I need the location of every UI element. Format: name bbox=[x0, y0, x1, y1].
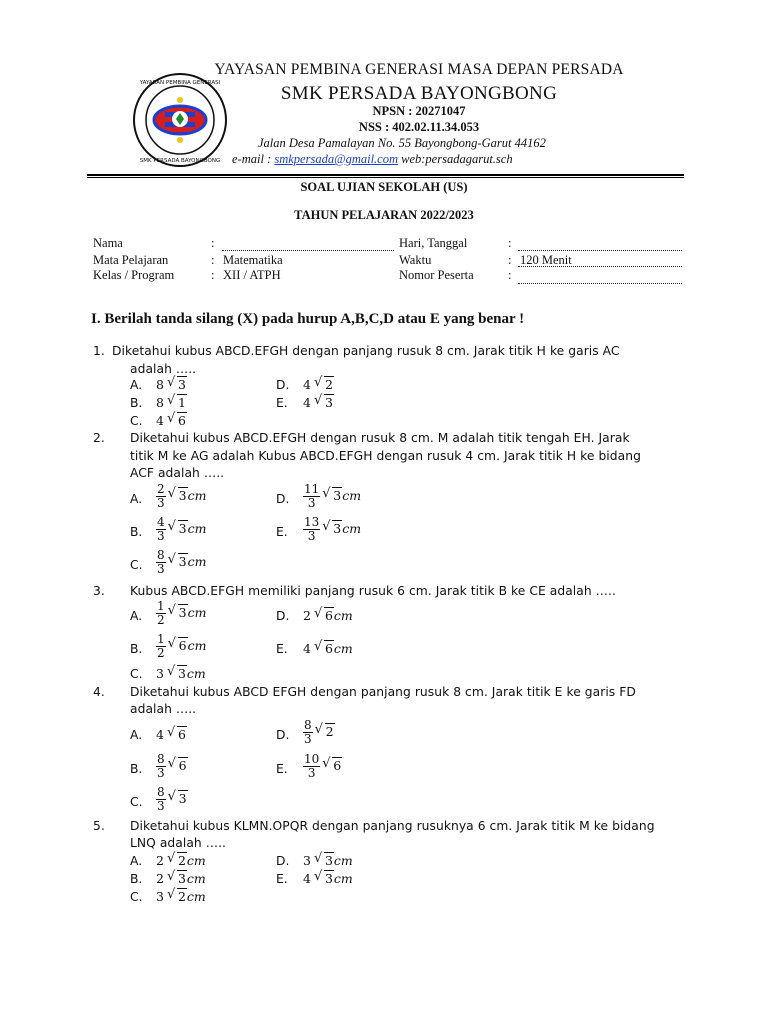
q3-option-a[interactable]: $\frac{1}{2}$ √ 3cm bbox=[156, 600, 206, 627]
exam-title: SOAL UJIAN SEKOLAH (US) bbox=[300, 180, 468, 194]
exam-year: TAHUN PELAJARAN 2022/2023 bbox=[294, 208, 474, 222]
q5-option-e[interactable]: 4 √ 3cm bbox=[303, 871, 353, 886]
q5-number: 5. bbox=[93, 819, 105, 833]
q2-option-e[interactable]: $\frac{13}{3}$ √ 3cm bbox=[303, 516, 361, 543]
q2-option-e-label[interactable]: E. bbox=[276, 525, 288, 539]
nomor-field[interactable] bbox=[518, 283, 682, 284]
waktu-colon: : bbox=[508, 253, 512, 267]
q3-option-e-label[interactable]: E. bbox=[276, 642, 288, 656]
q5-option-a[interactable]: 2 √ 2cm bbox=[156, 853, 206, 868]
contact-line bbox=[232, 152, 513, 167]
email-prefix: e-mail : bbox=[232, 152, 275, 166]
q2-option-a[interactable]: $\frac{2}{3}$ √ 3cm bbox=[156, 483, 206, 510]
q3-option-b[interactable]: $\frac{1}{2}$ √ 6cm bbox=[156, 633, 206, 660]
q4-line-2: adalah ….. bbox=[130, 702, 197, 716]
q4-option-b[interactable]: $\frac{8}{3}$ √ 6 bbox=[156, 753, 188, 780]
q4-option-d-label[interactable]: D. bbox=[276, 728, 290, 742]
q1-option-d[interactable]: 4 √ 2 bbox=[303, 377, 334, 392]
nss: NSS : 402.02.11.34.053 bbox=[358, 120, 480, 134]
nomor-colon: : bbox=[508, 268, 512, 282]
q5-option-c[interactable]: 3 √ 2cm bbox=[156, 889, 206, 904]
mapel-colon: : bbox=[211, 253, 215, 267]
hari-field[interactable] bbox=[518, 250, 682, 251]
q1-line-2: adalah ….. bbox=[130, 362, 197, 376]
q3-number: 3. bbox=[93, 584, 105, 598]
q4-option-a-label[interactable]: A. bbox=[130, 728, 143, 742]
q1-option-d-label[interactable]: D. bbox=[276, 378, 290, 392]
q3-option-d[interactable]: 2 √ 6cm bbox=[303, 608, 353, 623]
q2-option-c-label[interactable]: C. bbox=[130, 558, 143, 572]
nomor-label: Nomor Peserta bbox=[399, 268, 474, 282]
hari-colon: : bbox=[508, 236, 512, 250]
header-rule bbox=[87, 174, 684, 176]
q5-option-a-label[interactable]: A. bbox=[130, 854, 143, 868]
q4-option-b-label[interactable]: B. bbox=[130, 762, 143, 776]
q2-number: 2. bbox=[93, 431, 105, 445]
school-name: SMK PERSADA BAYONGBONG bbox=[280, 83, 558, 104]
email-link[interactable]: smkpersada@gmail.com bbox=[274, 152, 398, 166]
q3-option-e[interactable]: 4 √ 6cm bbox=[303, 641, 353, 656]
q1-line-1: Diketahui kubus ABCD.EFGH dengan panjang rusuk 8 cm. Jarak titik H ke garis AC bbox=[112, 344, 620, 358]
school-address: Jalan Desa Pamalayan No. 55 Bayongbong-Garut 44162 bbox=[258, 136, 546, 150]
mapel-label: Mata Pelajaran bbox=[93, 253, 169, 267]
q2-option-d-label[interactable]: D. bbox=[276, 492, 290, 506]
nama-field[interactable] bbox=[222, 250, 394, 251]
q2-line-3: ACF adalah ….. bbox=[130, 466, 225, 480]
q3-option-c[interactable]: 3 √ 3cm bbox=[156, 666, 206, 681]
waktu-value: 120 Menit bbox=[520, 253, 572, 267]
q3-option-a-label[interactable]: A. bbox=[130, 609, 143, 623]
waktu-underline bbox=[518, 266, 682, 267]
q1-option-b-label[interactable]: B. bbox=[130, 396, 143, 410]
q2-line-1: Diketahui kubus ABCD.EFGH dengan rusuk 8 cm. M adalah titik tengah EH. Jarak bbox=[130, 431, 630, 445]
q4-line-1: Diketahui kubus ABCD EFGH dengan panjang rusuk 8 cm. Jarak titik E ke garis FD bbox=[130, 685, 636, 699]
q4-option-e[interactable]: $\frac{10}{3}$ √ 6 bbox=[303, 753, 342, 780]
q1-number: 1. bbox=[93, 344, 105, 358]
q5-option-d[interactable]: 3 √ 3cm bbox=[303, 853, 353, 868]
foundation-name: YAYASAN PEMBINA GENERASI MASA DEPAN PERSADA bbox=[214, 61, 624, 78]
q1-option-c[interactable]: 4 √ 6 bbox=[156, 413, 187, 428]
q2-line-2: titik M ke AG adalah Kubus ABCD.EFGH dengan rusuk 4 cm. Jarak titik H ke bidang bbox=[130, 449, 641, 463]
q3-option-c-label[interactable]: C. bbox=[130, 667, 143, 681]
q3-line-1: Kubus ABCD.EFGH memiliki panjang rusuk 6 cm. Jarak titik B ke CE adalah ….. bbox=[130, 584, 616, 598]
q5-option-e-label[interactable]: E. bbox=[276, 872, 288, 886]
kelas-colon: : bbox=[211, 268, 215, 282]
q1-option-e[interactable]: 4 √ 3 bbox=[303, 395, 334, 410]
q1-option-c-label[interactable]: C. bbox=[130, 414, 143, 428]
mapel-value: Matematika bbox=[223, 253, 283, 267]
q4-number: 4. bbox=[93, 685, 105, 699]
header-rule-thin bbox=[87, 177, 684, 178]
q2-option-c[interactable]: $\frac{8}{3}$ √ 3cm bbox=[156, 549, 206, 576]
q2-option-a-label[interactable]: A. bbox=[130, 492, 143, 506]
q4-option-c[interactable]: $\frac{8}{3}$ √ 3 bbox=[156, 786, 188, 813]
q4-option-c-label[interactable]: C. bbox=[130, 795, 143, 809]
q2-option-d[interactable]: $\frac{11}{3}$ √ 3cm bbox=[303, 483, 361, 510]
q4-option-a[interactable]: 4 √ 6 bbox=[156, 727, 187, 742]
q3-option-b-label[interactable]: B. bbox=[130, 642, 143, 656]
q5-option-c-label[interactable]: C. bbox=[130, 890, 143, 904]
nama-colon: : bbox=[211, 236, 215, 250]
npsn: NPSN : 20271047 bbox=[372, 104, 466, 118]
hari-label: Hari, Tanggal bbox=[399, 236, 468, 250]
q1-option-b[interactable]: 8 √ 1 bbox=[156, 395, 187, 410]
svg-text:SMK PERSADA BAYONGBONG: SMK PERSADA BAYONGBONG bbox=[139, 158, 221, 164]
q1-option-a[interactable]: 8 √ 3 bbox=[156, 377, 187, 392]
nama-label: Nama bbox=[93, 236, 123, 250]
q4-option-e-label[interactable]: E. bbox=[276, 762, 288, 776]
kelas-value: XII / ATPH bbox=[223, 268, 281, 282]
q5-option-d-label[interactable]: D. bbox=[276, 854, 290, 868]
web-address: web:persadagarut.sch bbox=[398, 152, 513, 166]
svg-text:YAYASAN PEMBINA GENERASI: YAYASAN PEMBINA GENERASI bbox=[139, 80, 221, 86]
q2-option-b-label[interactable]: B. bbox=[130, 525, 143, 539]
q4-option-d[interactable]: $\frac{8}{3}$ √ 2 bbox=[303, 719, 335, 746]
kelas-label: Kelas / Program bbox=[93, 268, 175, 282]
q1-option-a-label[interactable]: A. bbox=[130, 378, 143, 392]
q2-option-b[interactable]: $\frac{4}{3}$ √ 3cm bbox=[156, 516, 206, 543]
q1-option-e-label[interactable]: E. bbox=[276, 396, 288, 410]
q5-option-b[interactable]: 2 √ 3cm bbox=[156, 871, 206, 886]
q3-option-d-label[interactable]: D. bbox=[276, 609, 290, 623]
q5-option-b-label[interactable]: B. bbox=[130, 872, 143, 886]
instruction: I. Berilah tanda silang (X) pada hurup A,B,C,D atau E yang benar ! bbox=[91, 311, 525, 327]
q5-line-1: Diketahui kubus KLMN.OPQR dengan panjang rusuknya 6 cm. Jarak titik M ke bidang bbox=[130, 819, 655, 833]
q5-line-2: LNQ adalah ….. bbox=[130, 836, 226, 850]
waktu-label: Waktu bbox=[399, 253, 432, 267]
